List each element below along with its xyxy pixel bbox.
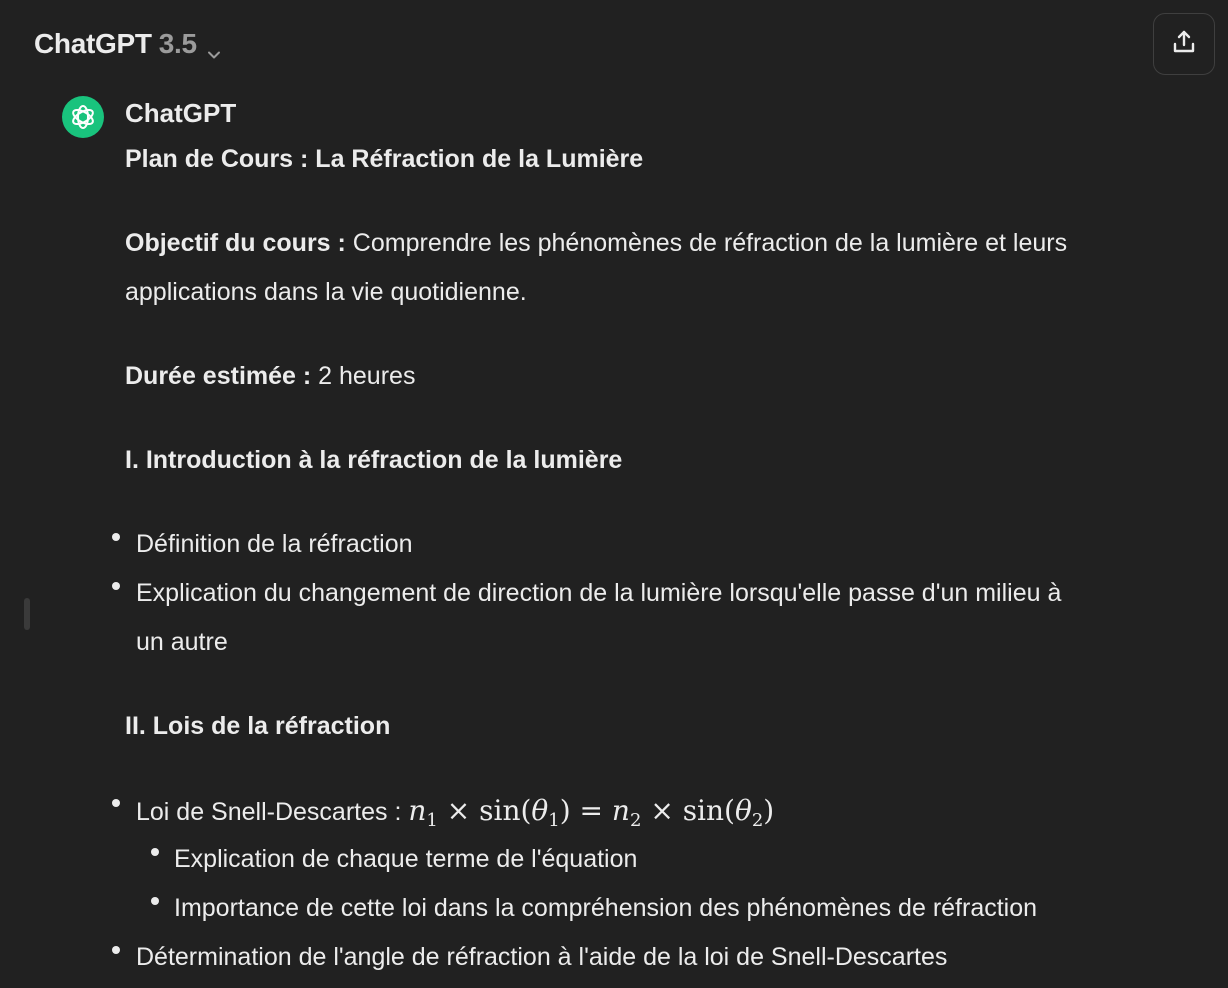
model-version: 3.5 bbox=[158, 28, 197, 59]
duration-label: Durée estimée : bbox=[125, 362, 312, 390]
share-button[interactable] bbox=[1153, 13, 1215, 75]
scroll-handle[interactable] bbox=[24, 598, 30, 630]
bullet-icon bbox=[112, 582, 120, 590]
lesson-title: Plan de Cours : La Réfraction de la Lumière bbox=[125, 145, 644, 173]
chevron-down-icon bbox=[207, 37, 221, 51]
section-2-heading: II. Lois de la réfraction bbox=[125, 712, 391, 740]
list-item: Définition de la réfraction bbox=[136, 530, 413, 558]
top-bar bbox=[0, 0, 1228, 90]
list-item: Explication du changement de direction de la lumière lorsqu'elle passe d'un milieu à bbox=[136, 579, 1062, 607]
section-1-heading: I. Introduction à la réfraction de la lumière bbox=[125, 446, 623, 474]
duration-line bbox=[125, 352, 415, 401]
list-item-continuation: un autre bbox=[136, 628, 228, 656]
bullet-icon bbox=[112, 799, 120, 807]
sub-list-item: Importance de cette loi dans la compréhension des phénomènes de réfraction bbox=[174, 894, 1038, 922]
sub-list-item: Explication de chaque terme de l'équation bbox=[174, 845, 638, 873]
objective-text: Comprendre les phénomènes de réfraction de la lumière et leurs bbox=[345, 229, 1068, 257]
objective-line bbox=[125, 219, 1067, 268]
objective-line-2: applications dans la vie quotidienne. bbox=[125, 278, 527, 306]
model-selector[interactable] bbox=[34, 28, 221, 60]
bullet-icon bbox=[112, 533, 120, 541]
bullet-icon bbox=[112, 946, 120, 954]
snell-equation: $n_1 \times \sin(\theta_1) = n_2 \times \sin(\theta_2)$ bbox=[408, 794, 775, 831]
model-name: ChatGPT bbox=[34, 28, 152, 59]
snell-label: Loi de Snell-Descartes : bbox=[136, 798, 409, 826]
list-item: Détermination de l'angle de réfraction à l'aide de la loi de Snell-Descartes bbox=[136, 943, 948, 971]
bullet-icon bbox=[151, 848, 159, 856]
objective-label: Objectif du cours : bbox=[125, 229, 346, 257]
openai-logo-icon bbox=[62, 96, 104, 138]
duration-value: 2 heures bbox=[311, 362, 416, 390]
bullet-icon bbox=[151, 897, 159, 905]
sender-name: ChatGPT bbox=[125, 98, 237, 128]
share-upload-icon bbox=[1171, 29, 1197, 60]
